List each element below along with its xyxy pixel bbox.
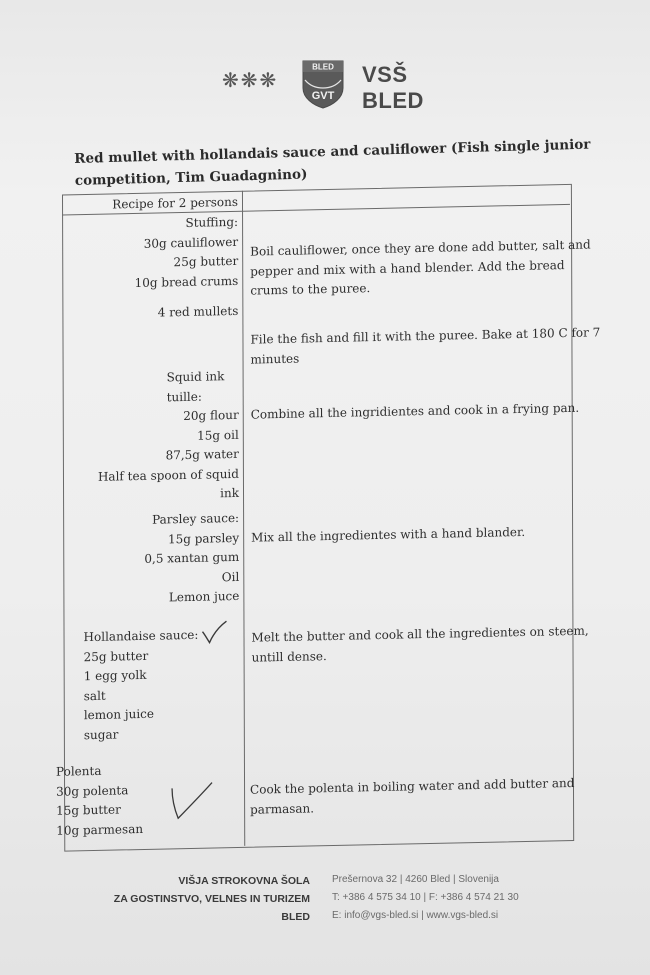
ingredients-hollandaise: Hollandaise sauce: 25g butter 1 egg yolk salt lemon juice sugar bbox=[83, 627, 199, 742]
title-line-2: competition, Tim Guadagnino) bbox=[74, 166, 308, 189]
method-tuille: Combine all the ingridientes and cook in a frying pan. bbox=[250, 400, 580, 422]
ingredients-parsley-sauce: Parsley sauce: 15g parsley 0,5 xantan gum Oil Lemon juce bbox=[144, 510, 240, 605]
method-hollandaise: Melt the butter and cook all the ingredientes on steem, untill dense. bbox=[251, 623, 589, 665]
stars-rating: ❋❋❋ bbox=[222, 68, 279, 92]
recipe-table bbox=[40, 183, 602, 850]
ingredients-tuille: Squid ink tuille: 20g flour 15g oil 87,5g water Half tea spoon of squid ink bbox=[97, 369, 240, 501]
table-header-left: Recipe for 2 persons bbox=[112, 194, 239, 212]
checkmark-hollandaise-icon bbox=[199, 619, 229, 646]
brand-name: VSŠ BLED bbox=[362, 62, 424, 113]
shield-bottom-text: GVT bbox=[311, 90, 335, 102]
ingredients-fish: 4 red mullets bbox=[157, 303, 239, 320]
recipe-title bbox=[74, 134, 591, 192]
checkmark-polenta-icon bbox=[166, 779, 216, 824]
method-stuffing: Boil cauliflower, once they are done add butter, salt and pepper and mix with a hand blender. Add the bread crums to the puree. bbox=[250, 237, 591, 298]
method-parsley-sauce: Mix all the ingredientes with a hand blander. bbox=[251, 524, 526, 545]
footer-school-name: VIŠJA STROKOVNA ŠOLA ZA GOSTINSTVO, VELNES IN TURIZEM BLED bbox=[113, 875, 310, 923]
ingredients-polenta: Polenta 30g polenta 15g butter 10g parmesan bbox=[55, 763, 144, 838]
footer-address: Prešernova 32 | 4260 Bled | Slovenija bbox=[332, 874, 499, 885]
method-fish: File the fish and fill it with the puree. Bake at 180 C for 7 minutes bbox=[250, 325, 601, 367]
ingredients-stuffing: Stuffing: 30g cauliflower 25g butter 10g bread crums bbox=[134, 214, 239, 290]
header-logo bbox=[222, 58, 472, 114]
school-shield-logo bbox=[300, 58, 346, 110]
footer-email[interactable]: E: info@vgs-bled.si | www.vgs-bled.si bbox=[332, 910, 499, 921]
shield-top-text: BLED bbox=[312, 62, 334, 72]
method-polenta: Cook the polenta in boiling water and add butter and parmasan. bbox=[250, 775, 575, 817]
footer-phone: T: +386 4 575 34 10 | F: +386 4 574 21 30 bbox=[332, 892, 519, 903]
footer-contact bbox=[332, 871, 562, 925]
title-line-1: Red mullet with hollandais sauce and cauliflower (Fish single junior bbox=[74, 136, 591, 167]
